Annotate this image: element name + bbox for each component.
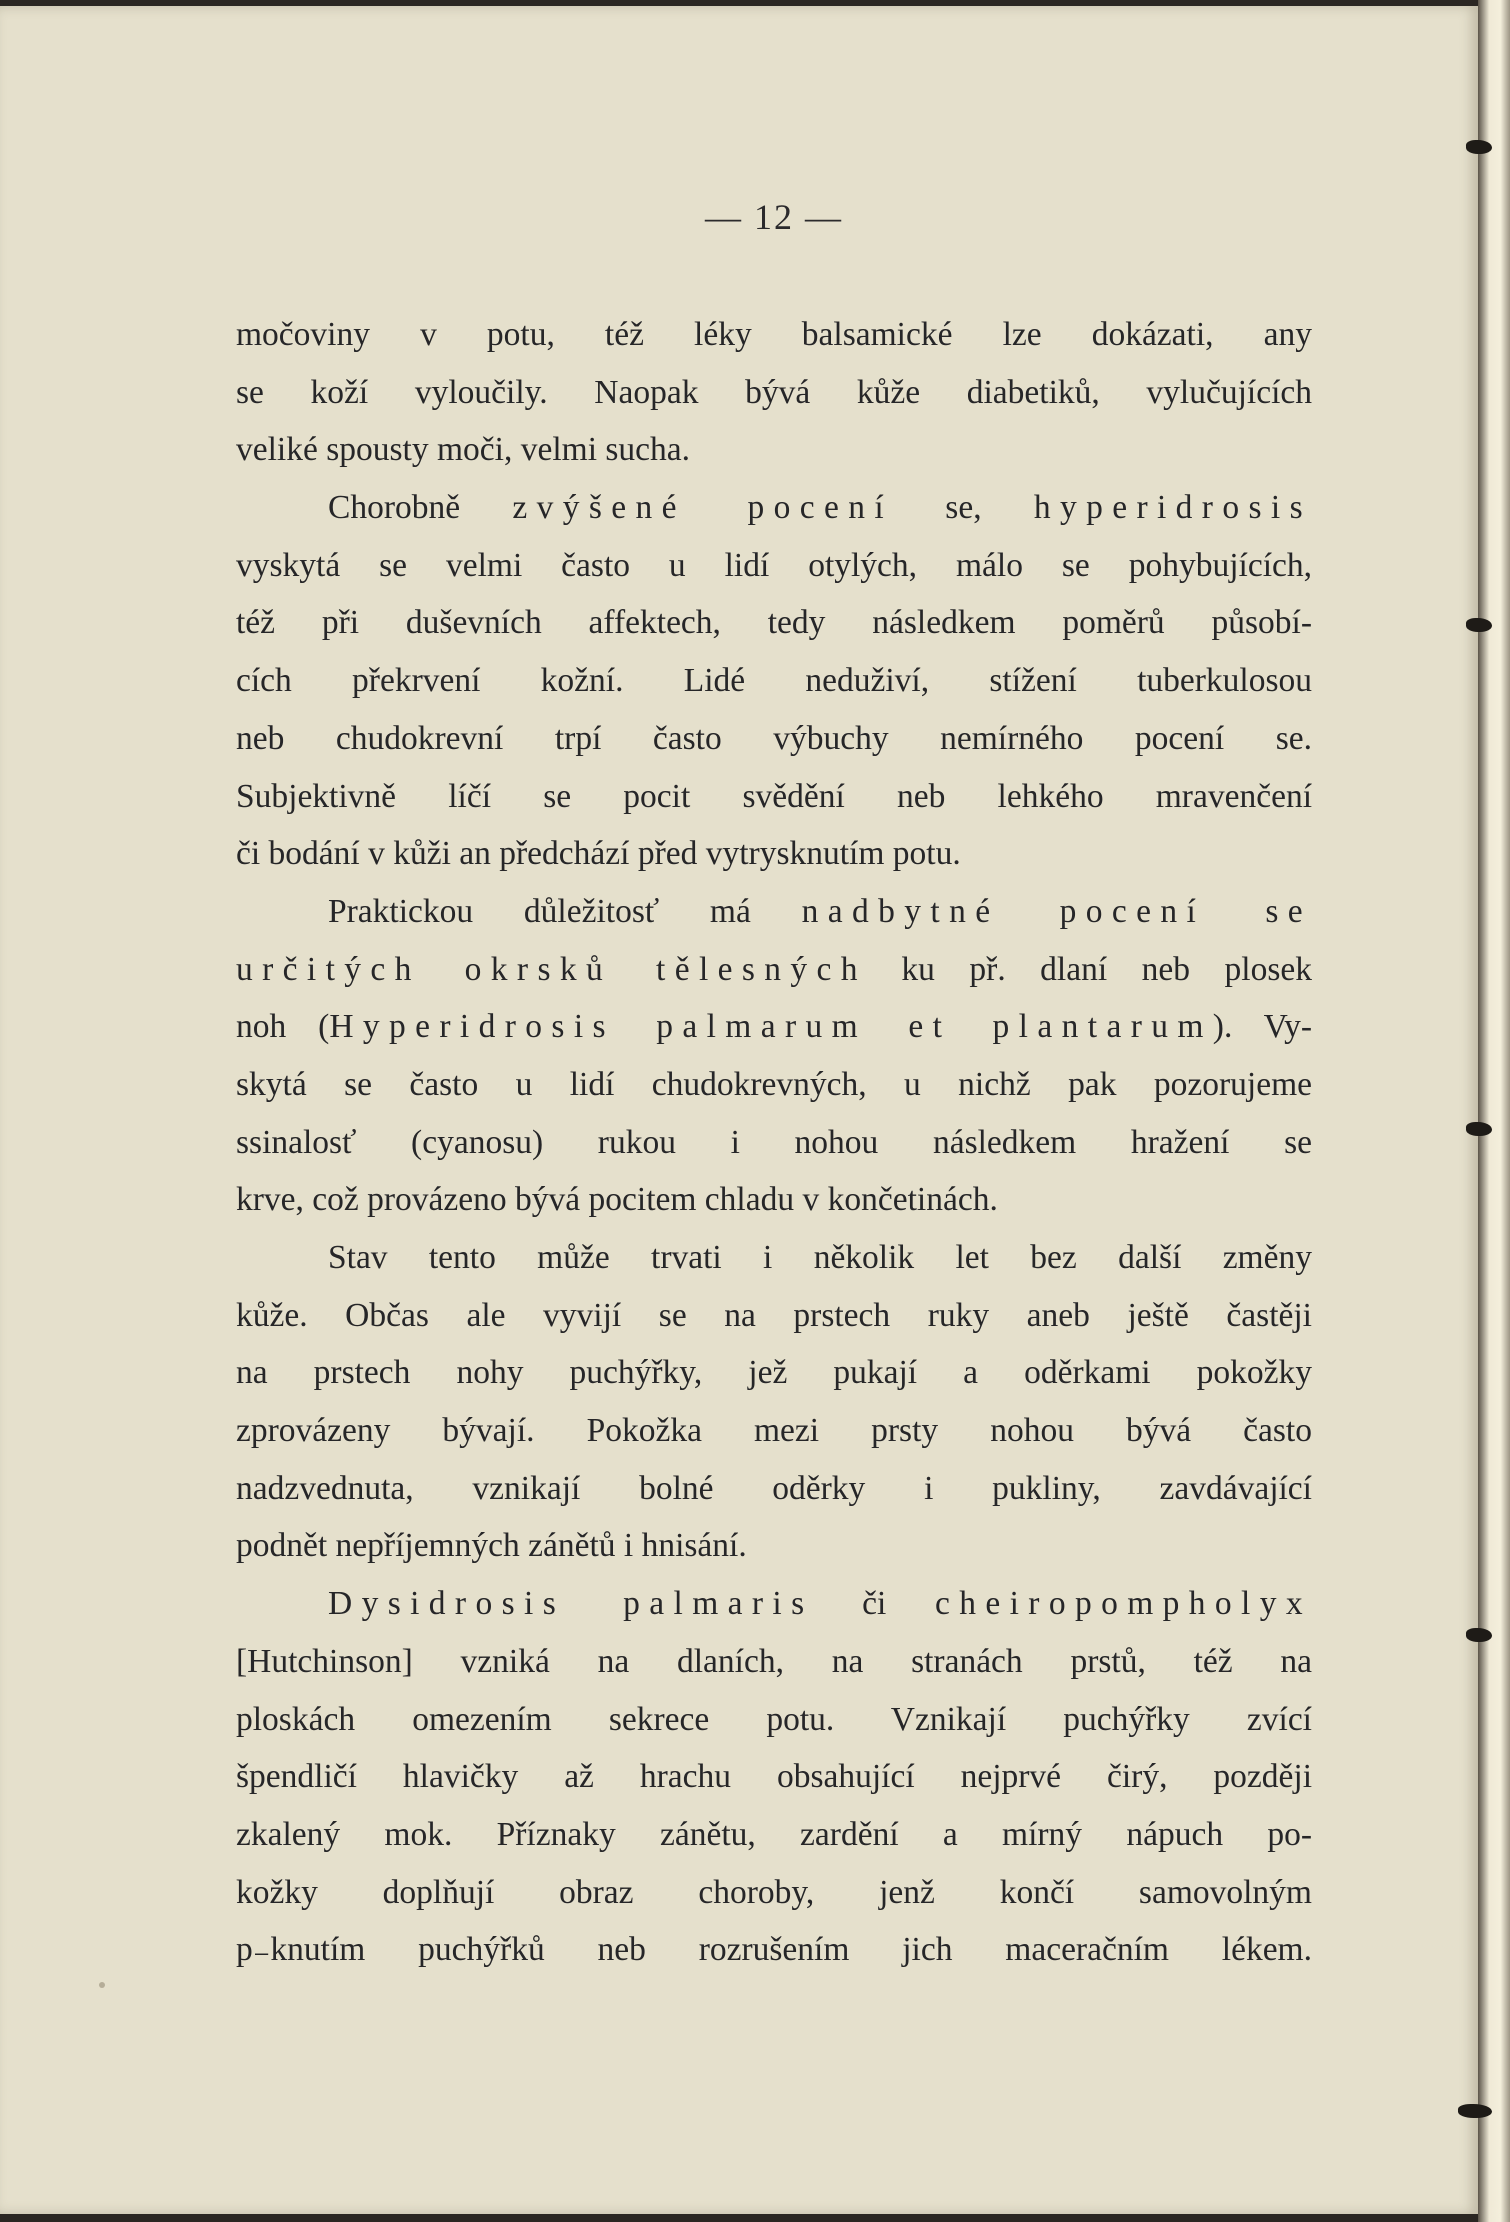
text-run: krve, což provázeno bývá pocitem chladu v končetinách. xyxy=(236,1181,998,1219)
text-run: noh ( xyxy=(236,1008,330,1046)
text-run: kůže. Občas ale vyvijí se na prstech ruky aneb ještě častěji xyxy=(236,1296,1312,1334)
text-run: zprovázeny bývají. Pokožka mezi prsty nohou bývá často xyxy=(236,1412,1312,1450)
text-run: neb chudokrevní trpí často výbuchy nemírného pocení se. xyxy=(236,719,1312,757)
text-run: ). Vy- xyxy=(1212,1008,1313,1046)
text-line xyxy=(236,768,1312,826)
text-line xyxy=(236,998,1312,1056)
text-run: cích překrvení kožní. Lidé neduživí, stížení tuberkulosou xyxy=(236,662,1312,700)
text-line xyxy=(236,825,1312,883)
paper-speck xyxy=(99,1982,105,1988)
text-line xyxy=(236,1229,1312,1287)
text-run: či xyxy=(813,1585,935,1623)
text-run: močoviny v potu, též léky balsamické lze dokázati, any xyxy=(236,316,1312,353)
text-run: vyskytá se velmi často u lidí otylých, málo se pohybujících, xyxy=(236,546,1312,584)
text-line xyxy=(236,652,1312,710)
text-run: p₋knutím puchýřků neb rozrušením jich maceračním lékem. xyxy=(236,1931,1312,1969)
text-line xyxy=(236,537,1312,595)
text-line xyxy=(236,421,1312,479)
text-run: zkalený mok. Příznaky zánětu, zardění a mírný nápuch po- xyxy=(236,1815,1312,1853)
page-number: — 12 — xyxy=(705,197,843,237)
text-run: či bodání v kůži an předchází před vytrysknutím potu. xyxy=(236,835,961,873)
text-line xyxy=(236,1056,1312,1114)
text-run: též při duševních affektech, tedy následkem poměrů působí- xyxy=(236,604,1312,642)
book-spine xyxy=(1478,0,1510,2222)
edge-mark xyxy=(1458,2104,1492,2118)
text-run: podnět nepříjemných zánětů i hnisání. xyxy=(236,1527,747,1565)
text-run: skytá se často u lidí chudokrevných, u nichž pak pozorujeme xyxy=(236,1065,1312,1103)
text-run: ploskách omezením sekrece potu. Vznikají puchýřky zvící xyxy=(236,1700,1312,1738)
text-line xyxy=(236,1287,1312,1345)
text-line xyxy=(236,479,1312,537)
text-run: ssinalosť (cyanosu) rukou i nohou následkem hražení se xyxy=(236,1123,1312,1161)
spaced-term: Dysidrosis palmaris xyxy=(328,1585,814,1623)
text-run: špendličí hlavičky až hrachu obsahující nejprvé čirý, později xyxy=(236,1758,1312,1796)
body-text xyxy=(236,306,1312,1979)
text-run: nadzvednuta, vznikají bolné oděrky i pukliny, zavdávající xyxy=(236,1469,1312,1507)
spaced-term: nadbytné pocení se xyxy=(801,892,1312,930)
text-line xyxy=(236,710,1312,768)
edge-mark xyxy=(1466,618,1492,632)
text-line xyxy=(236,1460,1312,1518)
text-line xyxy=(236,1575,1312,1633)
text-run: se, xyxy=(893,489,1034,527)
text-run: ku př. dlaní neb plosek xyxy=(866,950,1312,988)
text-line xyxy=(236,594,1312,652)
spaced-term: zvýšené pocení xyxy=(512,489,894,527)
text-line xyxy=(236,1402,1312,1460)
text-run: veliké spousty moči, velmi sucha. xyxy=(236,431,691,469)
text-run: se koží vyloučily. Naopak bývá kůže diabetiků, vylučujících xyxy=(236,373,1312,411)
edge-mark xyxy=(1466,1122,1492,1136)
text-run: Stav tento může trvati i několik let bez další změny xyxy=(328,1239,1312,1276)
spaced-term: určitých okrsků tělesných xyxy=(236,950,867,988)
text-line xyxy=(236,1633,1312,1691)
text-run: na prstech nohy puchýřky, jež pukají a oděrkami pokožky xyxy=(236,1354,1312,1392)
text-line xyxy=(236,1114,1312,1172)
text-line xyxy=(236,306,1312,364)
text-line xyxy=(236,1344,1312,1402)
text-run: Subjektivně líčí se pocit svědění neb lehkého mravenčení xyxy=(236,777,1312,815)
edge-mark xyxy=(1466,140,1492,154)
text-line xyxy=(236,1517,1312,1575)
spaced-term: hyperidrosis xyxy=(1033,489,1312,527)
text-run: [Hutchinson] vzniká na dlaních, na stranách prstů, též na xyxy=(236,1642,1312,1680)
text-run: Chorobně xyxy=(328,489,513,527)
text-line xyxy=(236,364,1312,422)
text-line xyxy=(236,1691,1312,1749)
text-line xyxy=(236,1171,1312,1229)
edge-mark xyxy=(1466,1628,1492,1642)
spaced-term: Hyperidrosis palmarum et plantarum xyxy=(329,1008,1213,1046)
text-run: kožky doplňují obraz choroby, jenž končí samovolným xyxy=(236,1873,1312,1911)
spaced-term: cheiropompholyx xyxy=(934,1585,1312,1623)
text-line xyxy=(236,883,1312,941)
text-line xyxy=(236,1921,1312,1979)
text-line xyxy=(236,941,1312,999)
text-run: Praktickou důležitosť má xyxy=(328,892,802,930)
text-line xyxy=(236,1748,1312,1806)
text-line xyxy=(236,1864,1312,1922)
text-line xyxy=(236,1806,1312,1864)
